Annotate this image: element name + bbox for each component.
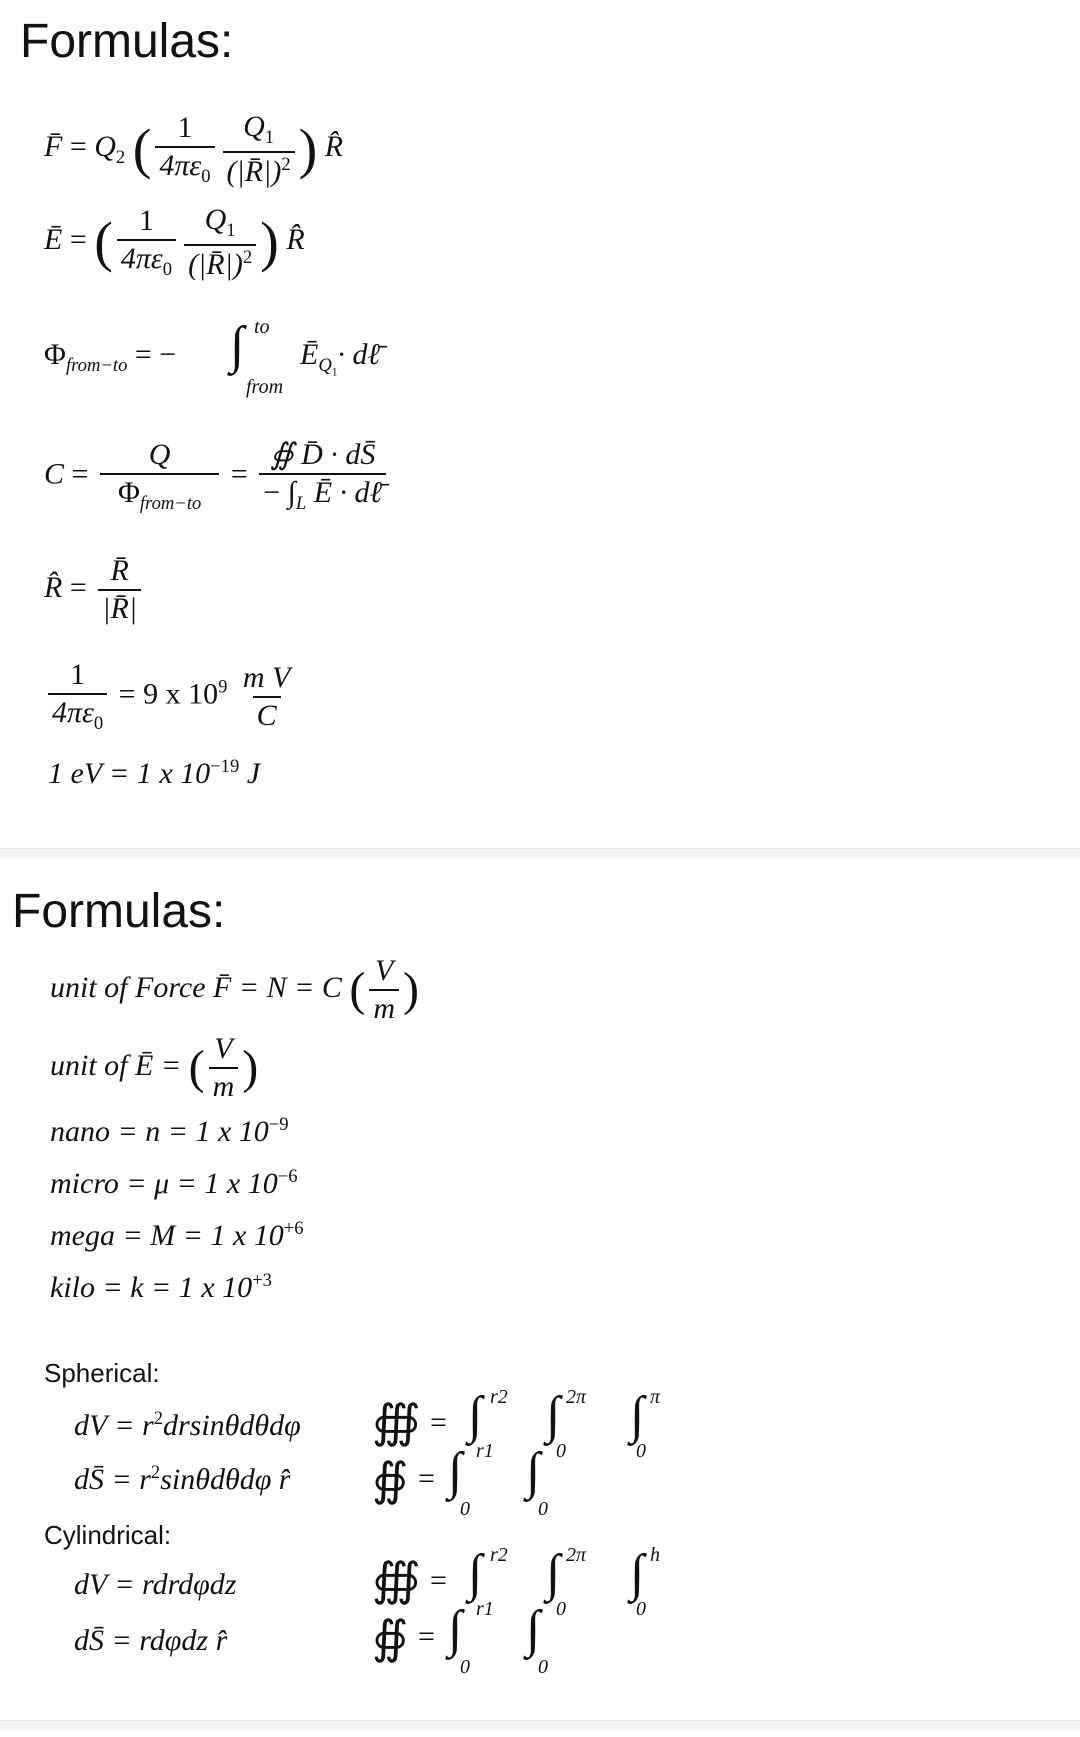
integral-sign: ∫ — [448, 1443, 463, 1500]
integral-lower-limit: 0 — [460, 1498, 470, 1520]
double-integral-icon: ∯ — [372, 1612, 409, 1663]
integral-sign: ∫ — [526, 1601, 541, 1658]
triple-integral-icon: ∰ — [372, 1554, 421, 1605]
integral-lower-limit: 0 — [556, 1440, 566, 1462]
equals-sign: = — [430, 1564, 447, 1597]
cylindrical-surface-element: dS̄ = rdφdz r̂ — [74, 1624, 228, 1657]
integral-upper-limit: r2 — [490, 1544, 508, 1566]
integral-lower-limit: 0 — [636, 1598, 646, 1620]
integral-sign: ∫ — [546, 1545, 561, 1602]
capacitance-formula: C = Q $\Phi_{from-to}$ = ∯ D̄ · dS̄ − $\int_L$ Ē · dℓ̄ — [44, 440, 390, 514]
equals-sign: = — [430, 1406, 447, 1439]
efield-unit-formula: unit of Ē = ( $\frac{V}{m}$ ) — [50, 1032, 259, 1103]
integral-sign: ∫ — [230, 317, 245, 374]
coulomb-constant-formula: $\frac{1}{4\pi\varepsilon_0}$ = 9 x $10^9$ $\frac{\text{m V}}{C}$ — [44, 660, 298, 734]
integral-upper-limit: 2π — [566, 1544, 587, 1566]
potential-formula: $\Phi_{from-to}$ = − — [44, 338, 177, 376]
integral-lower-limit: r1 — [476, 1440, 494, 1462]
panel-heading: Formulas: — [12, 885, 226, 938]
integral-lower-limit: 0 — [556, 1598, 566, 1620]
spherical-volume-element: dV = $r^2drsin\theta d\theta d\varphi$ — [74, 1408, 301, 1442]
coulomb-force-formula: F̄ = $Q_2$ ( $\frac{1}{4\pi\varepsilon_0}$ $\frac{Q_1}{(|R̄|)^2}$ ) R̂ — [44, 110, 344, 188]
integral-upper-limit: h — [650, 1544, 660, 1566]
integral-lower-limit: r1 — [476, 1598, 494, 1620]
potential-integrand: $Ē_{Q_1}\cdot$ dℓ̄ — [300, 338, 381, 379]
cylindrical-volume-element: dV = rdrdφdz — [74, 1568, 237, 1601]
integral-lower-limit: 0 — [636, 1440, 646, 1462]
integral-upper-limit: to — [254, 316, 270, 338]
panel-heading: Formulas: — [20, 15, 234, 68]
integral-lower-limit: from — [246, 376, 284, 398]
force-unit-formula: unit of Force F̄ = N = C ( $\frac{V}{m}$ ) — [50, 954, 419, 1025]
double-integral-icon: ∯ — [372, 1454, 409, 1505]
page-separator — [0, 1720, 1080, 1731]
triple-integral-icon: ∰ — [372, 1396, 421, 1447]
integral-sign: ∫ — [468, 1545, 483, 1602]
formula-panel-1 — [0, 0, 1080, 848]
spherical-label: Spherical: — [44, 1358, 160, 1388]
kilo-prefix: kilo = k = 1 x $10^{+3}$ — [50, 1270, 272, 1304]
micro-prefix: micro = μ = 1 x $10^{-6}$ — [50, 1166, 298, 1200]
integral-sign: ∫ — [630, 1387, 645, 1444]
electric-field-formula: Ē = ( $\frac{1}{4\pi\varepsilon_0}$ $\frac{Q_1}{(|R̄|)^2}$ ) R̂ — [44, 203, 305, 281]
electron-volt-formula: 1 eV = 1 x $10^{-19}$ J — [48, 756, 261, 790]
spherical-surface-element: dS̄ = $r^2\sin\theta d\theta d\varphi$ r̂ — [74, 1462, 291, 1496]
unit-vector-formula: R̂ = $\frac{R̄}{|R̄|}$ — [44, 556, 145, 624]
integral-upper-limit: π — [650, 1386, 661, 1408]
equals-sign: = — [418, 1620, 435, 1653]
cylindrical-label: Cylindrical: — [44, 1520, 172, 1550]
equals-sign: = — [418, 1462, 435, 1495]
integral-sign: ∫ — [546, 1387, 561, 1444]
integral-sign: ∫ — [630, 1545, 645, 1602]
integral-sign: ∫ — [526, 1443, 541, 1500]
formula-panel-2 — [0, 858, 1080, 1720]
nano-prefix: nano = n = 1 x $10^{-9}$ — [50, 1114, 289, 1148]
integral-sign: ∫ — [448, 1601, 463, 1658]
integral-lower-limit: 0 — [538, 1656, 548, 1678]
integral-upper-limit: 2π — [566, 1386, 587, 1408]
integral-sign: ∫ — [468, 1387, 483, 1444]
integral-lower-limit: 0 — [538, 1498, 548, 1520]
mega-prefix: mega = M = 1 x $10^{+6}$ — [50, 1218, 304, 1252]
integral-upper-limit: r2 — [490, 1386, 508, 1408]
integral-lower-limit: 0 — [460, 1656, 470, 1678]
